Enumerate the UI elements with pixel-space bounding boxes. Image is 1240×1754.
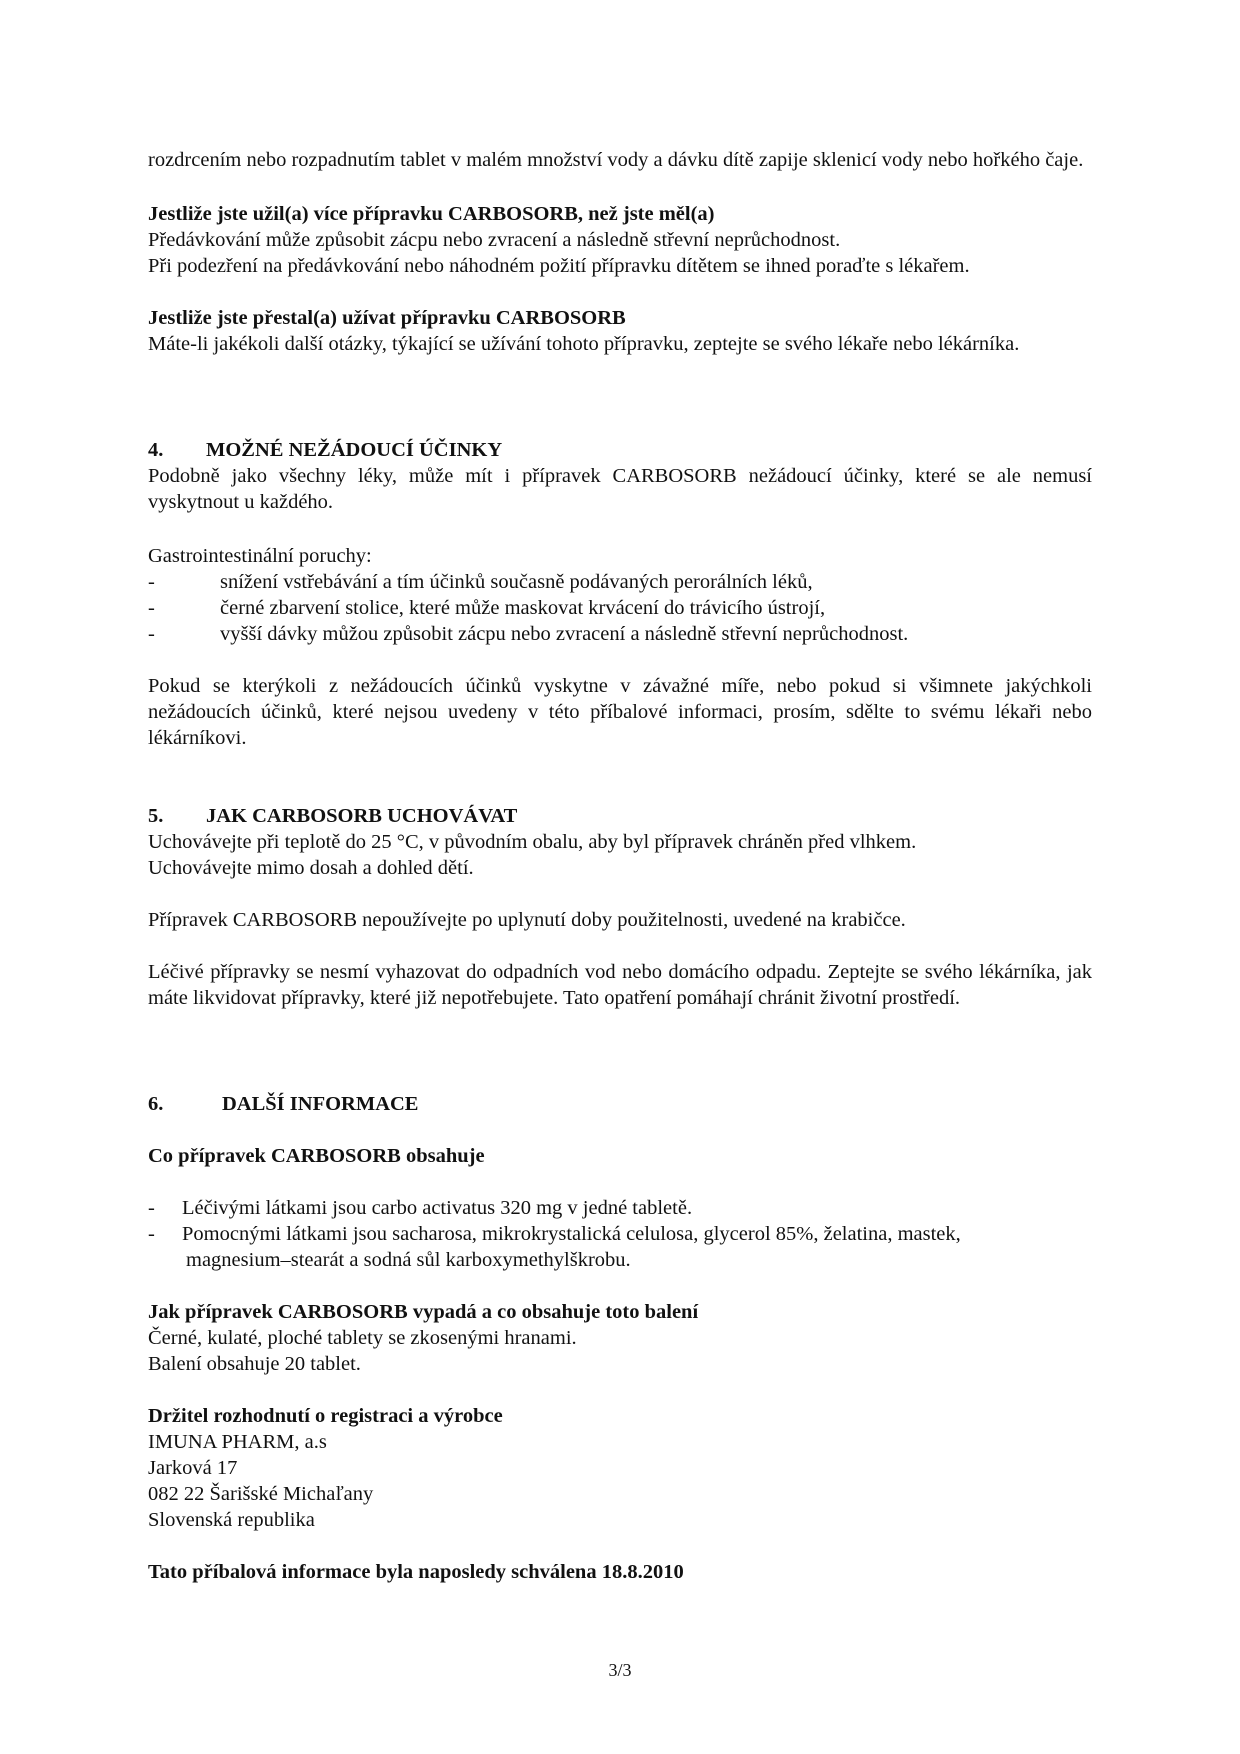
section-5-line-2: Uchovávejte mimo dosah a dohled dětí. (148, 857, 474, 879)
section-6-number: 6. (148, 1093, 164, 1115)
holder-street: Jarková 17 (148, 1457, 238, 1479)
list-item: Pomocnými látkami jsou sacharosa, mikrokrystalická celulosa, glycerol 85%, želatina, mastek, (182, 1223, 961, 1245)
section-5-title: JAK CARBOSORB UCHOVÁVAT (206, 805, 518, 827)
list-bullet: - (148, 1223, 155, 1245)
looks-line-2: Balení obsahuje 20 tablet. (148, 1353, 361, 1375)
holder-city: 082 22 Šarišské Michaľany (148, 1483, 374, 1505)
section-4-number: 4. (148, 439, 164, 461)
overdose-continuation: rozdrcením nebo rozpadnutím tablet v malém množství vody a dávku dítě zapije sklenicí vody nebo hořkého čaje. (148, 149, 1084, 171)
section-4-title: MOŽNÉ NEŽÁDOUCÍ ÚČINKY (206, 439, 503, 461)
section-4-notice: Pokud se kterýkoli z nežádoucích účinků vyskytne v závažné míře, nebo pokud si všimnete jakýchkoli nežádoucích účinků, které nejsou uvedeny v této příbalové informaci, prosím, sdělte to svému lékaři nebo lékárníkovi. (148, 675, 1092, 749)
list-item-continuation: magnesium–stearát a sodná sůl karboxymethylškrobu. (186, 1249, 631, 1271)
list-item: černé zbarvení stolice, které může maskovat krvácení do trávicího ústrojí, (220, 597, 826, 619)
section-5-number: 5. (148, 805, 164, 827)
overdose-line-2: Při podezření na předávkování nebo náhodném požití přípravku dítětem se ihned poraďte s lékařem. (148, 255, 970, 277)
list-bullet: - (148, 571, 155, 593)
holder-name: IMUNA PHARM, a.s (148, 1431, 327, 1453)
section-5-expiry: Přípravek CARBOSORB nepoužívejte po uplynutí doby použitelnosti, uvedené na krabičce. (148, 909, 906, 931)
overdose-heading: Jestliže jste užil(a) více přípravku CARBOSORB, než jste měl(a) (148, 203, 715, 225)
list-item: Léčivými látkami jsou carbo activatus 320 mg v jedné tabletě. (182, 1197, 693, 1219)
overdose-line-1: Předávkování může způsobit zácpu nebo zvracení a následně střevní neprůchodnost. (148, 229, 841, 251)
holder-country: Slovenská republika (148, 1509, 315, 1531)
stopped-text: Máte-li jakékoli další otázky, týkající se užívání tohoto přípravku, zeptejte se svého lékaře nebo lékárníka. (148, 333, 1020, 355)
holder-heading: Držitel rozhodnutí o registraci a výrobce (148, 1405, 503, 1427)
list-bullet: - (148, 597, 155, 619)
list-bullet: - (148, 623, 155, 645)
stopped-heading: Jestliže jste přestal(a) užívat přípravku CARBOSORB (148, 307, 626, 329)
looks-heading: Jak přípravek CARBOSORB vypadá a co obsahuje toto balení (148, 1301, 699, 1323)
page-number: 3/3 (608, 1660, 632, 1680)
list-item: vyšší dávky můžou způsobit zácpu nebo zvracení a následně střevní neprůchodnost. (220, 623, 909, 645)
section-5-line-1: Uchovávejte při teplotě do 25 °C, v původním obalu, aby byl přípravek chráněn před vlhkem. (148, 831, 917, 853)
section-4-list-title: Gastrointestinální poruchy: (148, 545, 372, 567)
section-4-intro: Podobně jako všechny léky, může mít i přípravek CARBOSORB nežádoucí účinky, které se ale nemusí vyskytnout u každého. (148, 465, 1092, 513)
approval-date: Tato příbalová informace byla naposledy schválena 18.8.2010 (148, 1561, 684, 1583)
section-6-title: DALŠÍ INFORMACE (222, 1093, 419, 1115)
list-bullet: - (148, 1197, 155, 1219)
looks-line-1: Černé, kulaté, ploché tablety se zkosenými hranami. (148, 1327, 577, 1349)
list-item: snížení vstřebávání a tím účinků současně podávaných perorálních léků, (220, 571, 813, 593)
contains-heading: Co přípravek CARBOSORB obsahuje (148, 1145, 485, 1167)
section-5-disposal: Léčivé přípravky se nesmí vyhazovat do odpadních vod nebo domácího odpadu. Zeptejte se svého lékárníka, jak máte likvidovat přípravky, které již nepotřebujete. Tato opatření pomáhají chránit životní prostředí. (148, 961, 1092, 1009)
